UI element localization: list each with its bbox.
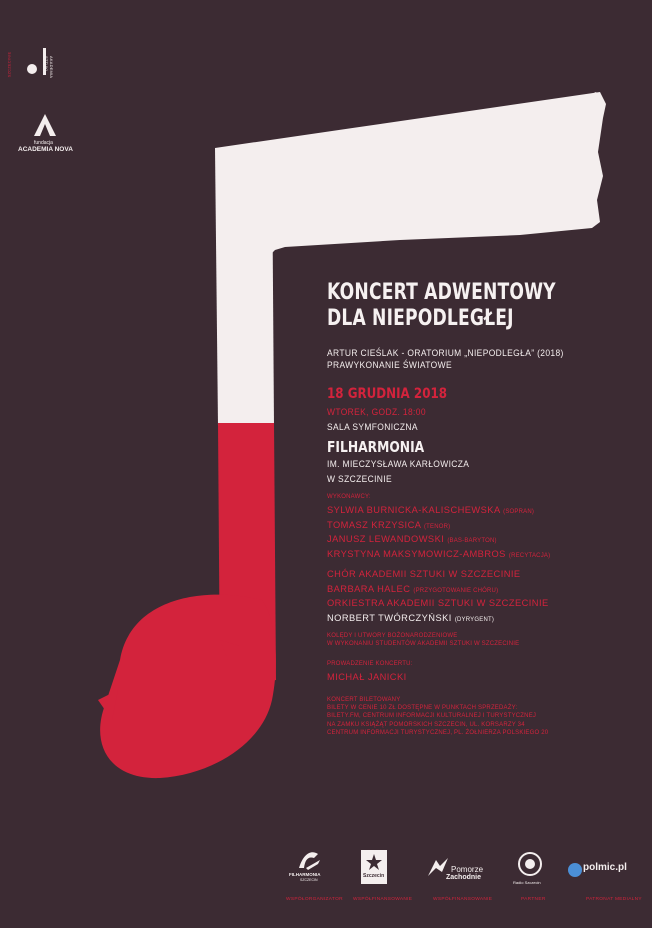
szczecin-logo-text: Szczecin bbox=[363, 873, 385, 879]
ensemble-name: NORBERT TWÓRCZYŃSKI bbox=[327, 612, 452, 623]
sponsor-caption: WSPÓŁORGANIZATOR bbox=[286, 897, 343, 902]
polmic-logo-text: polmic.pl bbox=[583, 862, 627, 873]
radio-logo-text: Radio Szczecin bbox=[513, 880, 541, 885]
ensemble-item bbox=[327, 611, 549, 626]
soloist-item bbox=[327, 547, 550, 562]
tickets-line: BILETY W CENIE 10 ZŁ DOSTĘPNE W PUNKTACH SPRZEDAŻY: bbox=[327, 705, 518, 712]
note-flag-white bbox=[215, 92, 606, 255]
event-title bbox=[327, 280, 556, 332]
sponsor-caption: PATRONAT MEDIALNY bbox=[586, 897, 642, 902]
note-stem-white bbox=[215, 148, 274, 426]
filharmonia-logo-icon bbox=[294, 848, 324, 872]
soloist-name: SYLWIA BURNICKA-KALISCHEWSKA bbox=[327, 505, 501, 515]
tickets-label: KONCERT BILETOWANY bbox=[327, 697, 401, 703]
filharmonia-logo-sub: SZCZECIN bbox=[300, 878, 318, 882]
carols-info bbox=[327, 632, 519, 648]
event-date: 18 GRUDNIA 2018 bbox=[327, 386, 448, 402]
soloist-name: TOMASZ KRZYSICA bbox=[327, 519, 421, 530]
venue-line-3: W SZCZECINIE bbox=[327, 474, 393, 484]
pomorze-logo-text: Pomorze bbox=[451, 865, 484, 874]
event-time: WTOREK, GODZ. 18:00 bbox=[327, 407, 426, 417]
soloist-name: KRYSTYNA MAKSYMOWICZ-AMBROS bbox=[327, 548, 506, 559]
soloist-name: JANUSZ LEWANDOWSKI bbox=[327, 534, 445, 545]
subtitle-line-2: PRAWYKONANIE ŚWIATOWE bbox=[327, 360, 452, 370]
soloist-role: (RECYTACJA) bbox=[508, 552, 551, 559]
soloists-list bbox=[327, 503, 550, 561]
event-subtitle bbox=[327, 347, 564, 371]
szczecin-logo-box bbox=[361, 850, 387, 884]
soloist-role: (BAS-BARYTON) bbox=[447, 538, 497, 545]
host-name: MICHAŁ JANICKI bbox=[327, 672, 407, 682]
ensemble-name: CHÓR AKADEMII SZTUKI W SZCZECINIE bbox=[327, 569, 521, 579]
ensemble-role: (DYRYGENT) bbox=[454, 616, 495, 623]
radio-logo-dot bbox=[525, 859, 535, 869]
ensemble-name: BARBARA HALEC bbox=[327, 583, 411, 594]
venue-name: FILHARMONIA bbox=[327, 438, 425, 456]
carols-line-1: KOLĘDY I UTWORY BOŻONARODZENIOWE bbox=[327, 633, 458, 639]
sponsor-caption: WSPÓŁFINANSOWANIE bbox=[433, 897, 493, 902]
academia-nova-logo bbox=[14, 112, 74, 157]
subtitle-line-1: ARTUR CIEŚLAK - ORATORIUM „NIEPODLEGŁA” (2018) bbox=[327, 348, 564, 358]
foundation-name-label: ACADEMIA NOVA bbox=[18, 146, 73, 153]
note-head-red bbox=[100, 595, 276, 778]
soloist-role: (TENOR) bbox=[423, 523, 451, 530]
pomorze-logo-sub: Zachodnie bbox=[446, 874, 482, 881]
ensemble-item bbox=[327, 567, 549, 582]
carols-line-2: W WYKONANIU STUDENTÓW AKADEMII SZTUKI W SZCZECINIE bbox=[327, 641, 520, 648]
filharmonia-logo-text: FILHARMONIA bbox=[289, 872, 321, 877]
event-room: SALA SYMFONICZNA bbox=[327, 422, 418, 432]
ensemble-role: (PRZYGOTOWANIE CHÓRU) bbox=[413, 587, 499, 594]
performers-label: WYKONAWCY: bbox=[327, 494, 371, 500]
tickets-line: NA ZAMKU KSIĄŻĄT POMORSKICH SZCZECIN, UL. KORSARZY 34 bbox=[327, 721, 525, 728]
host-label: PROWADZENIE KONCERTU: bbox=[327, 661, 413, 667]
ensemble-item bbox=[327, 582, 549, 597]
logo-note-icon bbox=[27, 64, 37, 74]
venue-line-2: IM. MIECZYSŁAWA KARŁOWICZA bbox=[327, 459, 470, 469]
sponsor-caption: PARTNER bbox=[521, 897, 546, 902]
triangle-a-icon bbox=[32, 112, 58, 138]
foundation-small-label: fundacja bbox=[34, 140, 53, 146]
tickets-info bbox=[327, 696, 548, 737]
ensemble-item bbox=[327, 596, 549, 611]
title-line-1: KONCERT ADWENTOWY bbox=[327, 280, 556, 305]
akademia-sztuki-logo bbox=[6, 44, 60, 94]
polmic-logo-circle bbox=[568, 863, 582, 877]
soloist-item bbox=[327, 503, 550, 518]
logo-vertical-text-left: SZCZECINIE bbox=[6, 51, 12, 78]
title-line-2: DLA NIEPODLEGŁEJ bbox=[327, 306, 514, 331]
soloist-item bbox=[327, 518, 550, 533]
szczecin-star-icon bbox=[365, 853, 383, 871]
ensemble-name: ORKIESTRA AKADEMII SZTUKI W SZCZECINIE bbox=[327, 598, 549, 609]
tickets-line: BILETY.FM, CENTRUM INFORMACJI KULTURALNEJ I TURYSTYCZNEJ bbox=[327, 713, 537, 720]
soloist-role: (SOPRAN) bbox=[503, 509, 535, 515]
sponsor-caption: WSPÓŁFINANSOWANIE bbox=[353, 897, 413, 902]
soloist-item bbox=[327, 532, 550, 547]
ensembles-list bbox=[327, 567, 549, 625]
logo-vertical-text-right: AKADEMIA SZTUKI bbox=[44, 55, 55, 79]
tickets-line: CENTRUM INFORMACJI TURYSTYCZNEJ, PL. ŻOŁNIERZA POLSKIEGO 20 bbox=[327, 729, 549, 736]
